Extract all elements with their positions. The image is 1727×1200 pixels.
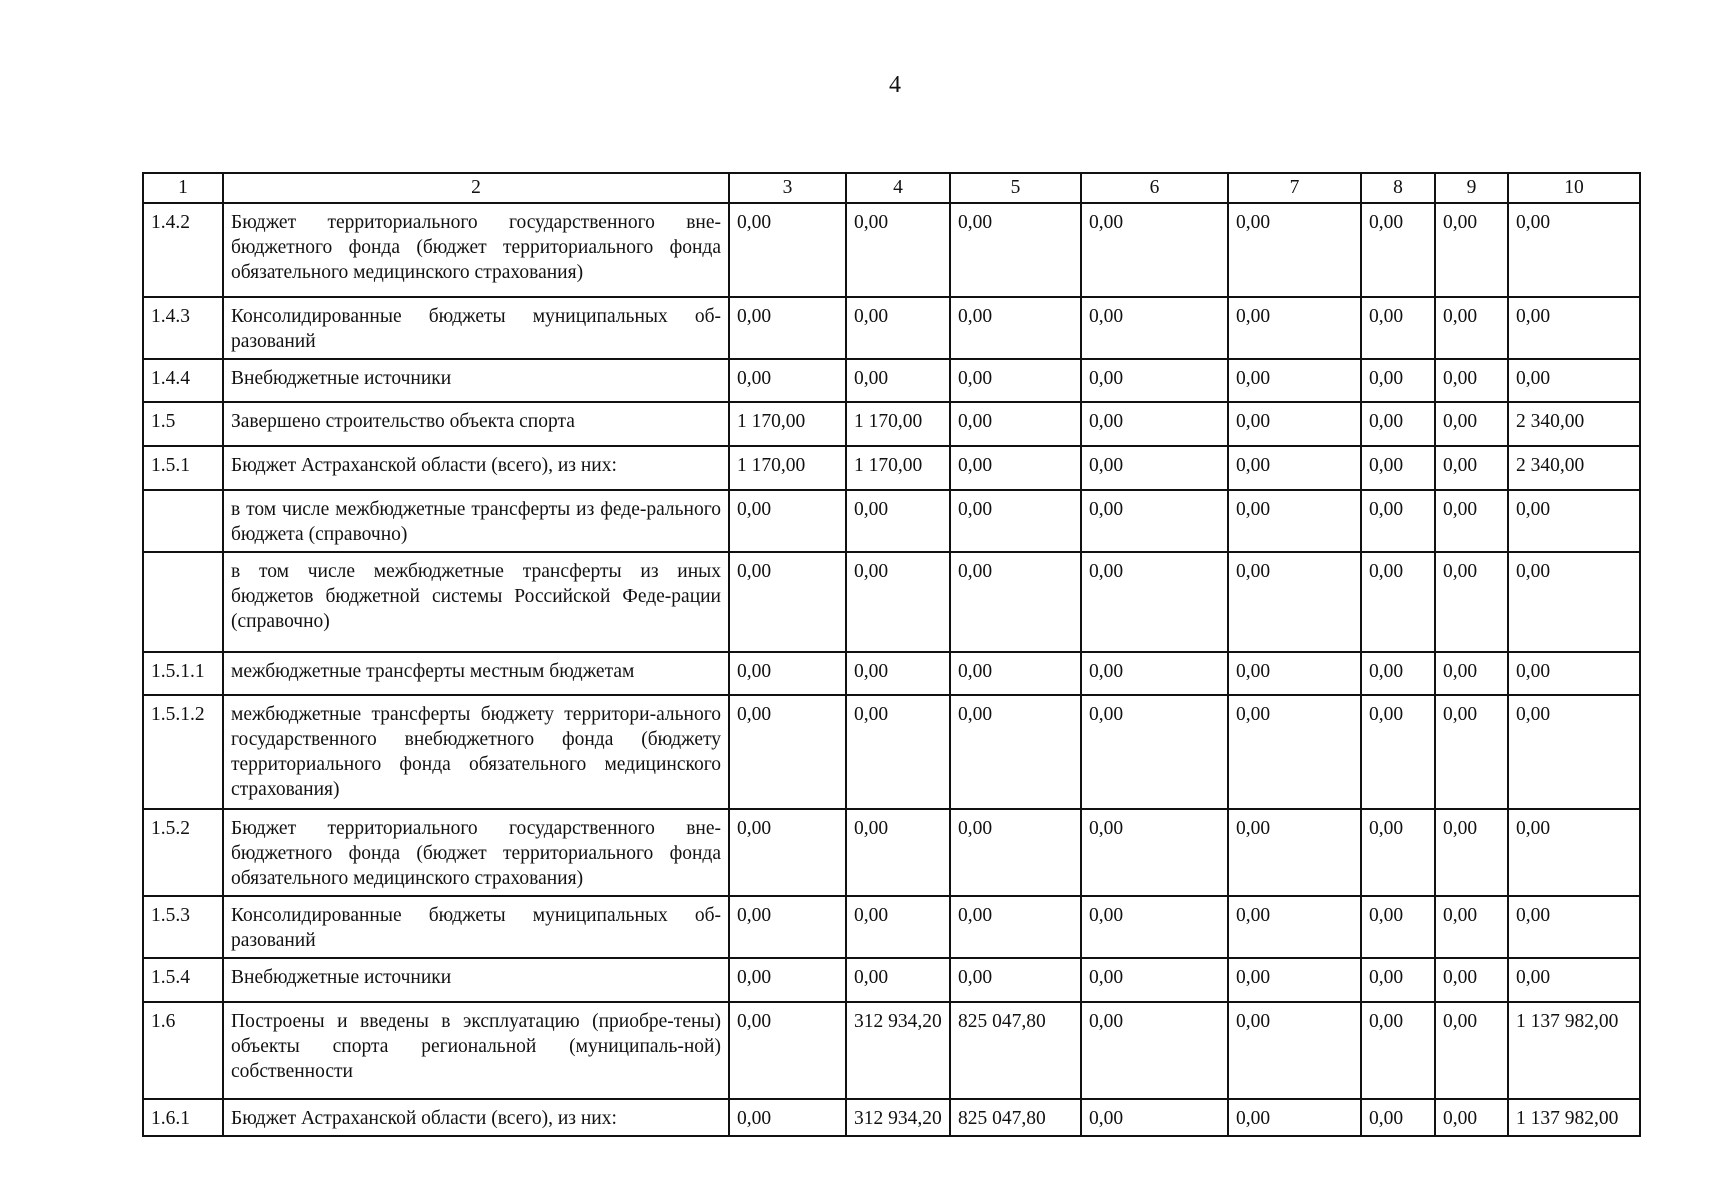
value-cell-col-10: 2 340,00 [1508,446,1640,490]
value-cell-col-10: 2 340,00 [1508,402,1640,446]
table-row [143,359,1640,402]
value-cell-col-6: 0,00 [1081,695,1228,809]
value-cell-col-7: 0,00 [1228,203,1361,297]
value-cell-col-10: 0,00 [1508,203,1640,297]
value-cell-col-4: 1 170,00 [846,402,950,446]
table-row [143,402,1640,446]
row-name-cell: Внебюджетные источники [223,958,729,1002]
value-cell-col-5: 0,00 [950,695,1081,809]
table-row [143,695,1640,809]
value-cell-col-9: 0,00 [1435,203,1508,297]
row-code-cell: 1.4.3 [143,297,223,359]
value-cell-col-10: 0,00 [1508,552,1640,652]
value-cell-col-9: 0,00 [1435,402,1508,446]
value-cell-col-7: 0,00 [1228,402,1361,446]
value-cell-col-9: 0,00 [1435,359,1508,402]
value-cell-col-3: 0,00 [729,695,846,809]
row-code-cell: 1.4.4 [143,359,223,402]
value-cell-col-3: 0,00 [729,1099,846,1136]
value-cell-col-8: 0,00 [1361,490,1435,552]
value-cell-col-9: 0,00 [1435,652,1508,695]
row-code-cell: 1.6.1 [143,1099,223,1136]
value-cell-col-9: 0,00 [1435,958,1508,1002]
column-header: 3 [729,173,846,203]
value-cell-col-7: 0,00 [1228,297,1361,359]
value-cell-col-6: 0,00 [1081,809,1228,896]
value-cell-col-10: 1 137 982,00 [1508,1099,1640,1136]
value-cell-col-5: 0,00 [950,652,1081,695]
row-name-cell: Бюджет территориального государственного вне-бюджетного фонда (бюджет территориального фонда обязательного медицинского страхования) [223,809,729,896]
row-name-cell: Завершено строительство объекта спорта [223,402,729,446]
page-number: 4 [889,72,901,98]
column-header: 8 [1361,173,1435,203]
value-cell-col-4: 312 934,20 [846,1002,950,1099]
column-header: 9 [1435,173,1508,203]
value-cell-col-9: 0,00 [1435,297,1508,359]
row-name-cell: Внебюджетные источники [223,359,729,402]
row-code-cell: 1.5.2 [143,809,223,896]
table-row [143,809,1640,896]
table-row [143,203,1640,297]
row-name-cell: Консолидированные бюджеты муниципальных об-разований [223,297,729,359]
table-row [143,297,1640,359]
value-cell-col-6: 0,00 [1081,446,1228,490]
table-row [143,446,1640,490]
value-cell-col-3: 0,00 [729,1002,846,1099]
row-name-cell: межбюджетные трансферты бюджету территори-ального государственного внебюджетного фонда (бюджету территориального фонда обязательного медицинского страхования) [223,695,729,809]
value-cell-col-9: 0,00 [1435,896,1508,958]
value-cell-col-10: 0,00 [1508,958,1640,1002]
row-code-cell: 1.5.1 [143,446,223,490]
column-header: 5 [950,173,1081,203]
column-header: 6 [1081,173,1228,203]
value-cell-col-6: 0,00 [1081,896,1228,958]
value-cell-col-4: 0,00 [846,359,950,402]
value-cell-col-8: 0,00 [1361,297,1435,359]
column-header: 1 [143,173,223,203]
value-cell-col-3: 0,00 [729,297,846,359]
value-cell-col-3: 1 170,00 [729,402,846,446]
value-cell-col-5: 0,00 [950,896,1081,958]
table-body [143,203,1640,1136]
value-cell-col-7: 0,00 [1228,490,1361,552]
value-cell-col-7: 0,00 [1228,958,1361,1002]
column-header: 2 [223,173,729,203]
value-cell-col-7: 0,00 [1228,1099,1361,1136]
value-cell-col-5: 0,00 [950,402,1081,446]
value-cell-col-8: 0,00 [1361,809,1435,896]
value-cell-col-4: 0,00 [846,490,950,552]
row-name-cell: в том числе межбюджетные трансферты из иных бюджетов бюджетной системы Российской Феде-рации (справочно) [223,552,729,652]
value-cell-col-7: 0,00 [1228,896,1361,958]
value-cell-col-3: 0,00 [729,958,846,1002]
value-cell-col-8: 0,00 [1361,1099,1435,1136]
row-name-cell: межбюджетные трансферты местным бюджетам [223,652,729,695]
value-cell-col-7: 0,00 [1228,359,1361,402]
value-cell-col-7: 0,00 [1228,552,1361,652]
value-cell-col-5: 0,00 [950,958,1081,1002]
value-cell-col-7: 0,00 [1228,695,1361,809]
budget-table [142,172,1641,1137]
value-cell-col-4: 0,00 [846,552,950,652]
row-code-cell: 1.5 [143,402,223,446]
value-cell-col-5: 0,00 [950,552,1081,652]
table-row [143,490,1640,552]
value-cell-col-4: 1 170,00 [846,446,950,490]
value-cell-col-3: 0,00 [729,203,846,297]
value-cell-col-10: 0,00 [1508,490,1640,552]
value-cell-col-9: 0,00 [1435,1002,1508,1099]
value-cell-col-3: 0,00 [729,652,846,695]
value-cell-col-10: 1 137 982,00 [1508,1002,1640,1099]
value-cell-col-9: 0,00 [1435,552,1508,652]
value-cell-col-6: 0,00 [1081,402,1228,446]
value-cell-col-4: 0,00 [846,203,950,297]
value-cell-col-10: 0,00 [1508,695,1640,809]
value-cell-col-6: 0,00 [1081,359,1228,402]
value-cell-col-6: 0,00 [1081,552,1228,652]
value-cell-col-4: 0,00 [846,809,950,896]
value-cell-col-9: 0,00 [1435,695,1508,809]
row-code-cell [143,490,223,552]
row-code-cell: 1.4.2 [143,203,223,297]
value-cell-col-6: 0,00 [1081,1002,1228,1099]
value-cell-col-10: 0,00 [1508,652,1640,695]
row-code-cell: 1.6 [143,1002,223,1099]
value-cell-col-8: 0,00 [1361,203,1435,297]
value-cell-col-5: 0,00 [950,490,1081,552]
value-cell-col-3: 0,00 [729,809,846,896]
value-cell-col-7: 0,00 [1228,446,1361,490]
value-cell-col-8: 0,00 [1361,552,1435,652]
value-cell-col-4: 0,00 [846,896,950,958]
row-name-cell: Бюджет Астраханской области (всего), из них: [223,446,729,490]
value-cell-col-3: 0,00 [729,490,846,552]
value-cell-col-4: 0,00 [846,297,950,359]
value-cell-col-4: 0,00 [846,958,950,1002]
value-cell-col-6: 0,00 [1081,958,1228,1002]
row-name-cell: Бюджет территориального государственного вне-бюджетного фонда (бюджет территориального фонда обязательного медицинского страхования) [223,203,729,297]
value-cell-col-8: 0,00 [1361,652,1435,695]
row-code-cell: 1.5.1.2 [143,695,223,809]
value-cell-col-3: 1 170,00 [729,446,846,490]
table-row [143,652,1640,695]
row-code-cell: 1.5.3 [143,896,223,958]
value-cell-col-9: 0,00 [1435,446,1508,490]
value-cell-col-6: 0,00 [1081,652,1228,695]
table-row [143,1099,1640,1136]
value-cell-col-8: 0,00 [1361,1002,1435,1099]
value-cell-col-8: 0,00 [1361,695,1435,809]
value-cell-col-4: 312 934,20 [846,1099,950,1136]
value-cell-col-7: 0,00 [1228,652,1361,695]
value-cell-col-7: 0,00 [1228,1002,1361,1099]
value-cell-col-10: 0,00 [1508,297,1640,359]
value-cell-col-9: 0,00 [1435,490,1508,552]
table-row [143,552,1640,652]
value-cell-col-10: 0,00 [1508,809,1640,896]
header-row [143,173,1640,203]
value-cell-col-3: 0,00 [729,359,846,402]
column-header: 7 [1228,173,1361,203]
table-row [143,1002,1640,1099]
value-cell-col-5: 0,00 [950,203,1081,297]
table-row [143,958,1640,1002]
value-cell-col-5: 0,00 [950,359,1081,402]
value-cell-col-10: 0,00 [1508,359,1640,402]
value-cell-col-6: 0,00 [1081,1099,1228,1136]
value-cell-col-9: 0,00 [1435,809,1508,896]
row-code-cell: 1.5.4 [143,958,223,1002]
row-code-cell [143,552,223,652]
value-cell-col-3: 0,00 [729,552,846,652]
value-cell-col-5: 825 047,80 [950,1002,1081,1099]
value-cell-col-5: 0,00 [950,446,1081,490]
value-cell-col-7: 0,00 [1228,809,1361,896]
row-name-cell: Бюджет Астраханской области (всего), из них: [223,1099,729,1136]
value-cell-col-6: 0,00 [1081,203,1228,297]
row-name-cell: Консолидированные бюджеты муниципальных об-разований [223,896,729,958]
column-header: 4 [846,173,950,203]
value-cell-col-8: 0,00 [1361,402,1435,446]
value-cell-col-9: 0,00 [1435,1099,1508,1136]
value-cell-col-8: 0,00 [1361,958,1435,1002]
row-name-cell: в том числе межбюджетные трансферты из феде-рального бюджета (справочно) [223,490,729,552]
value-cell-col-5: 0,00 [950,297,1081,359]
value-cell-col-8: 0,00 [1361,359,1435,402]
table-row [143,896,1640,958]
value-cell-col-6: 0,00 [1081,490,1228,552]
column-header: 10 [1508,173,1640,203]
row-name-cell: Построены и введены в эксплуатацию (приобре-тены) объекты спорта региональной (муниципаль-ной) собственности [223,1002,729,1099]
value-cell-col-6: 0,00 [1081,297,1228,359]
value-cell-col-3: 0,00 [729,896,846,958]
value-cell-col-4: 0,00 [846,652,950,695]
value-cell-col-4: 0,00 [846,695,950,809]
value-cell-col-5: 0,00 [950,809,1081,896]
value-cell-col-8: 0,00 [1361,446,1435,490]
value-cell-col-10: 0,00 [1508,896,1640,958]
value-cell-col-8: 0,00 [1361,896,1435,958]
row-code-cell: 1.5.1.1 [143,652,223,695]
value-cell-col-5: 825 047,80 [950,1099,1081,1136]
